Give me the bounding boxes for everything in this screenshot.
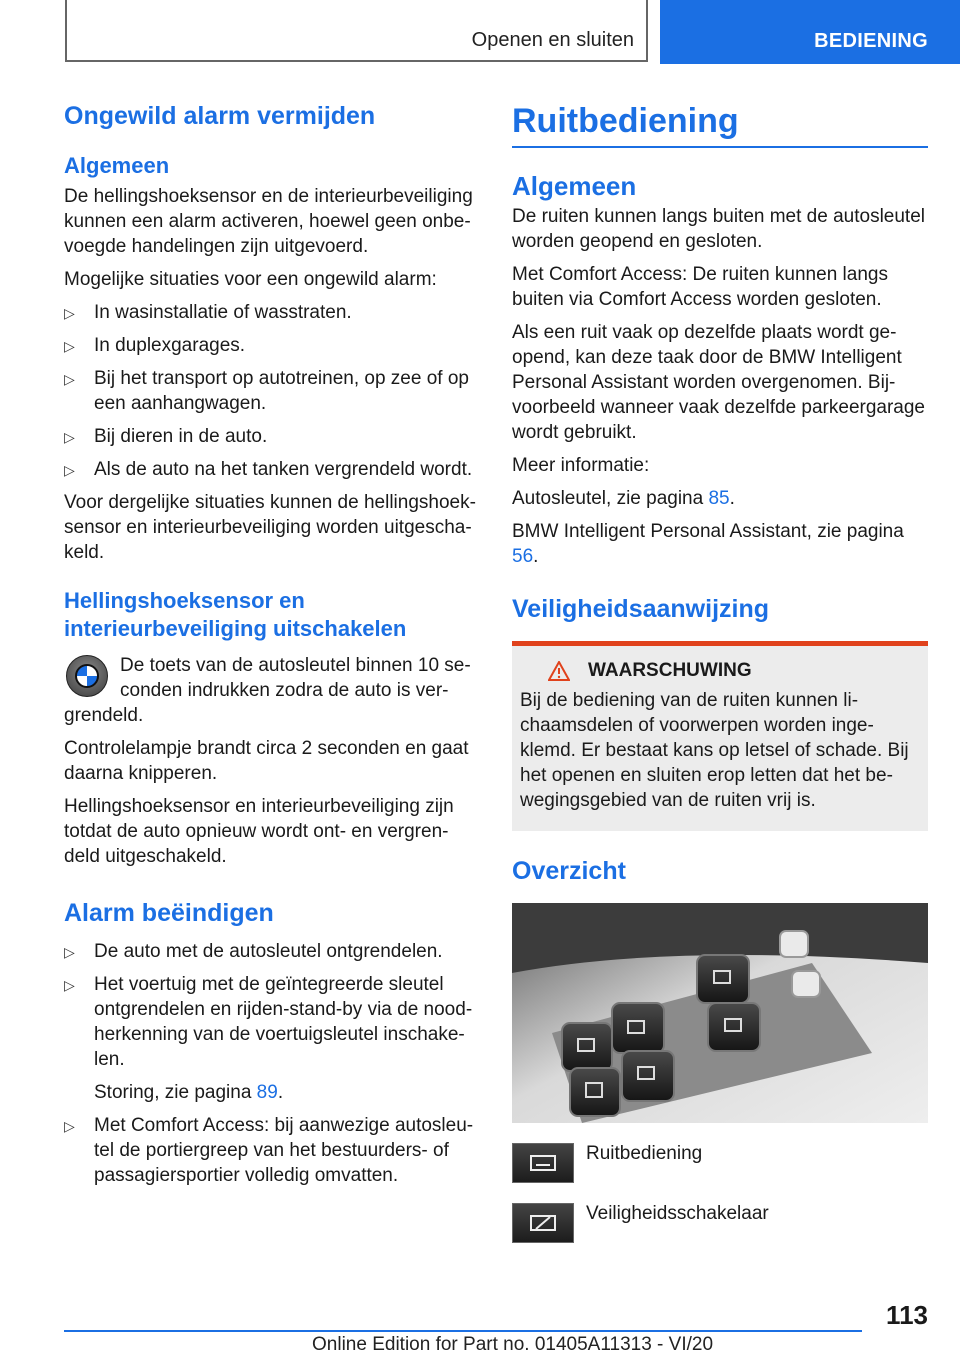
section-heading-alarm-end: Alarm beëindigen xyxy=(64,899,274,927)
paragraph: De hellingshoeksensor en de interieurbeveiliging kunnen een alarm activeren, hoewel geen onbevoegde handelingen zijn uitgevoerd. xyxy=(64,186,473,257)
window-switch-photo xyxy=(512,903,928,1123)
page-number: 113 xyxy=(886,1300,928,1330)
chapter-title: BEDIENING xyxy=(814,30,928,52)
paragraph: Controlelampje brandt circa 2 seconden en gaat daarna knipperen. xyxy=(64,738,469,784)
safety-heading: Veiligheidsaanwijzing xyxy=(512,595,770,623)
triangle-bullet-icon: ▷ xyxy=(64,1118,75,1134)
paragraph: De toets van de autosleutel binnen 10 seconden indrukken zodra de auto is vergrendeld. xyxy=(64,655,471,726)
triangle-bullet-icon: ▷ xyxy=(64,305,75,321)
alarm-end-list xyxy=(64,939,478,1188)
situation-list xyxy=(64,300,478,482)
section-tab xyxy=(65,0,648,62)
warning-text: Bij de bediening van de ruiten kunnen lichaamsdelen of voorwerpen worden ingeklemd. Er bestaat kans op letsel of schade. Bij het openen en sluiten erop letten dat het bewegingsgebied van de ruiten vrij is. xyxy=(520,690,909,811)
left-column xyxy=(64,100,478,1196)
list-item: ▷ Bij het transport op autotreinen, op zee of op een aanhangwagen. xyxy=(64,368,469,414)
footer-rule xyxy=(64,1330,862,1332)
list-item: ▷ In duplexgarages. xyxy=(64,333,478,358)
list-item: ▷ Met Comfort Access: bij aanwezige autosleutel de portiergreep van het bestuurders- of passagiersportier volledig omvatten. xyxy=(64,1115,474,1186)
subheading-algemeen: Algemeen xyxy=(512,171,637,201)
legend-label: Veiligheidsschakelaar xyxy=(586,1203,769,1224)
paragraph: Voor dergelijke situaties kunnen de hellingshoeksensor en interieurbeveiliging worden uitgeschakeld. xyxy=(64,492,476,563)
footer-edition: Online Edition for Part no. 01405A11313 - VI/20 xyxy=(312,1334,714,1355)
paragraph: Meer informatie: xyxy=(512,455,650,476)
section-title: Openen en sluiten xyxy=(471,29,634,51)
list-item: ▷ Bij dieren in de auto. xyxy=(64,424,478,449)
safety-switch-icon xyxy=(512,1203,574,1243)
list-item: ▷ Het voertuig met de geïntegreerde sleutel ontgrendelen en rijden-stand-by via de noodherkenning van de voertuigsleutel inschakelen. Storing, zie pagina 89. xyxy=(64,974,473,1103)
main-heading-block xyxy=(512,100,928,148)
page-link-56[interactable]: 56 xyxy=(512,546,534,567)
paragraph: Hellingshoeksensor en interieurbeveiliging zijn totdat de auto opnieuw wordt ont- en vergrendeld uitgeschakeld. xyxy=(64,796,454,867)
reference: BMW Intelligent Personal Assistant, zie pagina 56. xyxy=(512,521,904,567)
legend-item xyxy=(512,1143,928,1183)
paragraph: Als een ruit vaak op dezelfde plaats wordt geopend, kan deze taak door de BMW Intelligent Personal Assistant worden overgenomen. Bijvoorbeeld wanneer vaak dezelfde parkeergarage wordt gebruikt. xyxy=(512,322,925,443)
overview-legend xyxy=(512,1143,928,1243)
triangle-bullet-icon: ▷ xyxy=(64,371,75,387)
paragraph: Met Comfort Access: De ruiten kunnen langs buiten via Comfort Access worden gesloten. xyxy=(512,264,888,310)
main-heading: Ruitbediening xyxy=(512,102,739,140)
chapter-tab xyxy=(660,0,960,64)
page-link-89[interactable]: 89 xyxy=(256,1082,278,1103)
list-item: ▷ In wasinstallatie of wasstraten. xyxy=(64,300,478,325)
warning-box xyxy=(512,641,928,831)
triangle-bullet-icon: ▷ xyxy=(64,429,75,445)
paragraph: De ruiten kunnen langs buiten met de autosleutel worden geopend en gesloten. xyxy=(512,206,925,252)
paragraph: Mogelijke situaties voor een ongewild alarm: xyxy=(64,269,437,290)
list-item: ▷ Als de auto na het tanken vergrendeld wordt. xyxy=(64,457,478,482)
triangle-bullet-icon: ▷ xyxy=(64,977,75,993)
triangle-bullet-icon: ▷ xyxy=(64,944,75,960)
overview-heading: Overzicht xyxy=(512,857,626,885)
triangle-bullet-icon: ▷ xyxy=(64,462,75,478)
right-column xyxy=(512,100,928,1263)
window-switch-icon xyxy=(512,1143,574,1183)
legend-item xyxy=(512,1203,928,1243)
triangle-bullet-icon: ▷ xyxy=(64,338,75,354)
legend-label: Ruitbediening xyxy=(586,1143,703,1164)
car-key-button-icon xyxy=(66,655,108,697)
subheading-disable: Hellingshoeksensor en interieurbeveiliging uitschakelen xyxy=(64,588,407,641)
list-item: ▷ De auto met de autosleutel ontgrendelen. xyxy=(64,939,478,964)
warning-header xyxy=(520,660,920,682)
warning-label: WAARSCHUWING xyxy=(588,660,752,681)
reference: Autosleutel, zie pagina 85. xyxy=(512,488,735,509)
warning-triangle-icon xyxy=(548,661,570,681)
key-instruction xyxy=(64,653,478,728)
page-header xyxy=(0,0,960,66)
section-heading-alarm: Ongewild alarm vermijden xyxy=(64,102,376,130)
page-link-85[interactable]: 85 xyxy=(708,488,730,509)
subheading-algemeen: Algemeen xyxy=(64,153,170,178)
